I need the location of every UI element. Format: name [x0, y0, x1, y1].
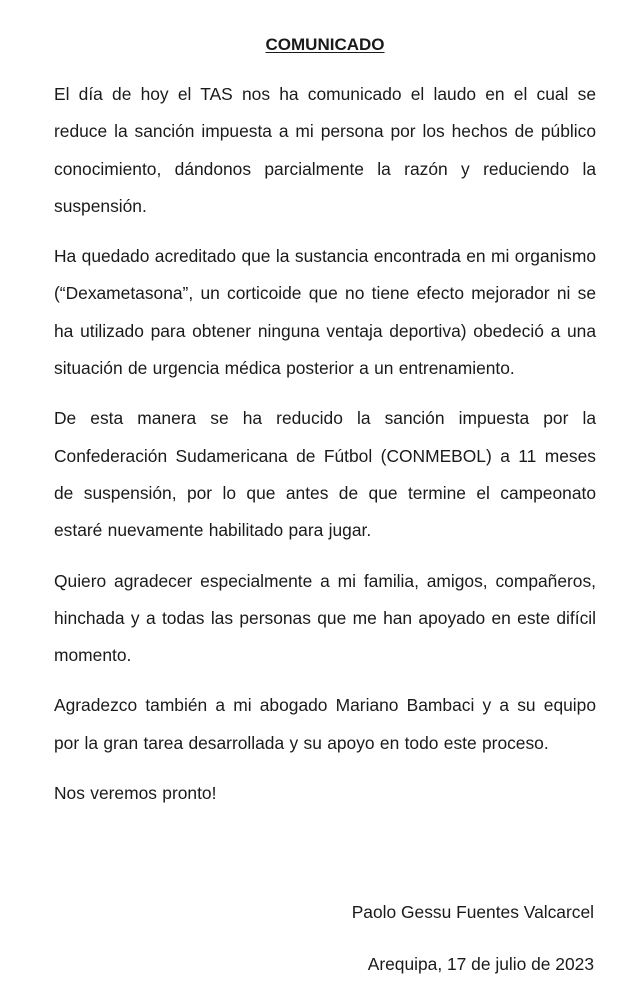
paragraph-thanks-lawyer: Agradezco también a mi abogado Mariano Bambaci y a su equipo por la gran tarea desarrollada y su apoyo en todo este proceso. [54, 695, 596, 753]
paragraph-thanks-family: Quiero agradecer especialmente a mi familia, amigos, compañeros, hinchada y a todas las personas que me han apoyado en este difícil momento. [54, 570, 596, 666]
closing-line: Nos veremos pronto! [54, 783, 217, 804]
paragraph-tas-ruling: El día de hoy el TAS nos ha comunicado el laudo en el cual se reduce la sanción impuesta a mi persona por los hechos de público conocimiento, dándonos parcialmente la razón y reduciendo la suspensión. [54, 84, 596, 216]
place-and-date: Arequipa, 17 de julio de 2023 [367, 954, 594, 974]
document-title: COMUNICADO [265, 35, 385, 54]
paragraph-reduced-sanction: De esta manera se ha reducido la sanción impuesta por la Confederación Sudamericana de Fútbol (CONMEBOL) a 11 meses de suspensión, por lo que antes de que termine el campeonato estaré nuevamente habilitado para jugar. [54, 408, 596, 541]
signature-name: Paolo Gessu Fuentes Valcarcel [351, 902, 594, 922]
paragraph-substance: Ha quedado acreditado que la sustancia encontrada en mi organismo (“Dexametasona”, un corticoide que no tiene efecto mejorador ni se ha utilizado para obtener ninguna ventaja deportiva) obedeció a una situación de urgencia médica posterior a un entrenamiento. [54, 246, 596, 379]
